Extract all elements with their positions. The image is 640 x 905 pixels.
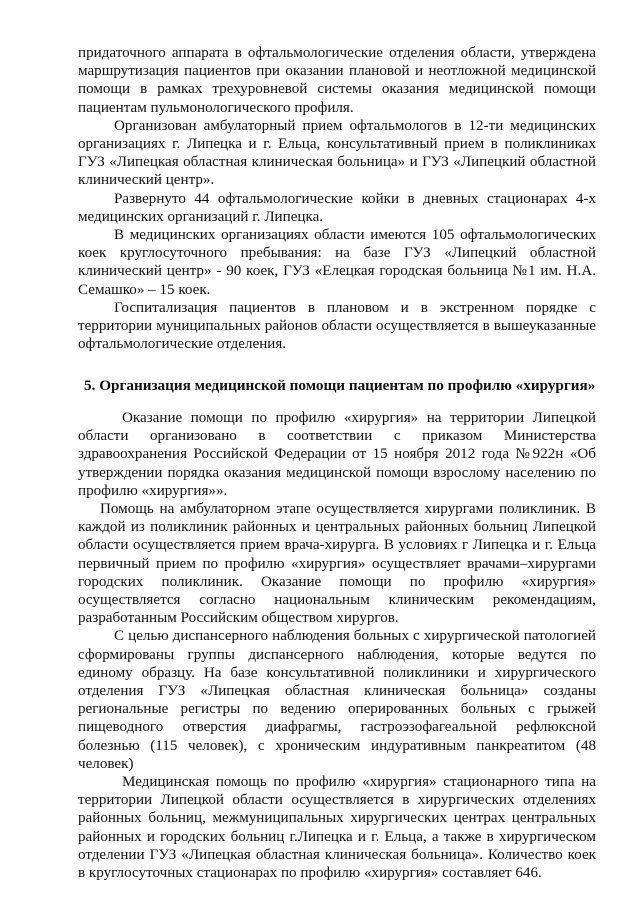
paragraph-routing: придаточного аппарата в офтальмологические отделения области, утверждена маршрутизация пациентов при оказании плановой и неотложной медицинской помощи в рамках трехуровневой системы оказания медицинской помощи пациентам пульмонологического профиля. bbox=[78, 45, 596, 116]
paragraph-day-beds: Развернуто 44 офтальмологические койки в дневных стационарах 4-х медицинских организаций г. Липецка. bbox=[78, 190, 596, 225]
paragraph-surgery-order: Оказание помощи по профилю «хирургия» на территории Липецкой области организовано в соответствии с приказом Министерства здравоохранения Российской Федерации от 15 ноября 2012 года №922н «Об утверждении порядка оказания медицинской помощи взрослому населению по профилю «хирургия»». bbox=[78, 410, 596, 499]
paragraph-round-clock-beds: В медицинских организациях области имеются 105 офтальмологических коек круглосуточного пребывания: на базе ГУЗ «Липецкий областной клинический центр» - 90 коек, ГУЗ «Елецкая городская больница №1 им. Н.А. Семашко» – 15 коек. bbox=[78, 227, 596, 298]
text-block-surgery bbox=[78, 409, 596, 882]
paragraph-inpatient-surgery: Медицинская помощь по профилю «хирургия» стационарного типа на территории Липецкой области осуществляется в хирургических отделениях районных больниц, межмуниципальных хирургических центрах центральных районных и городских больниц г.Липецка и г. Ельца, а также в хирургическом отделении ГУЗ «Липецкая областная клиническая больница». Количество коек в круглосуточных стационарах по профилю «хирургия» составляет 646. bbox=[78, 774, 596, 882]
paragraph-dispensary: С целью диспансерного наблюдения больных с хирургической патологией сформированы группы диспансерного наблюдения, которые ведутся по единому образцу. На базе консультативной поликлиники и хирургического отделения ГУЗ «Липецкая областная клиническая больница» созданы региональные регистры по ведению оперированных больных с грыжей пищеводного отверстия диафрагмы, гастроэзофагеальной рефлюксной болезнью (115 человек), с хроническим индуративным панкреатитом (48 человек) bbox=[78, 628, 596, 772]
section-heading: 5. Организация медицинской помощи пациентам по профилю «хирургия» bbox=[84, 377, 596, 394]
text-block-ophthalmology bbox=[78, 44, 596, 353]
paragraph-outpatient-surgery: Помощь на амбулаторном этапе осуществляется хирургами поликлиник. В каждой из поликлиник районных и центральных районных больниц Липецкой области осуществляется прием врача-хирурга. В условиях г Липецка и г. Ельца первичный прием по профилю «хирургия» осуществляет врачами–хирургами городских поликлиник. Оказание помощи по профилю «хирургия» осуществляется согласно национальным клиническим рекомендациям, разработанным Российским обществом хирургов. bbox=[78, 501, 596, 627]
paragraph-hospitalization: Госпитализация пациентов в плановом и в экстренном порядке с территории муниципальных районов области осуществляется в вышеуказанные офтальмологические отделения. bbox=[78, 299, 596, 353]
paragraph-outpatient-ophthalmology: Организован амбулаторный прием офтальмологов в 12-ти медицинских организациях г. Липецка и г. Ельца, консультативный прием в поликлиниках ГУЗ «Липецкая областная клиническая больница» и ГУЗ «Липецкий областной клинический центр». bbox=[78, 117, 596, 189]
